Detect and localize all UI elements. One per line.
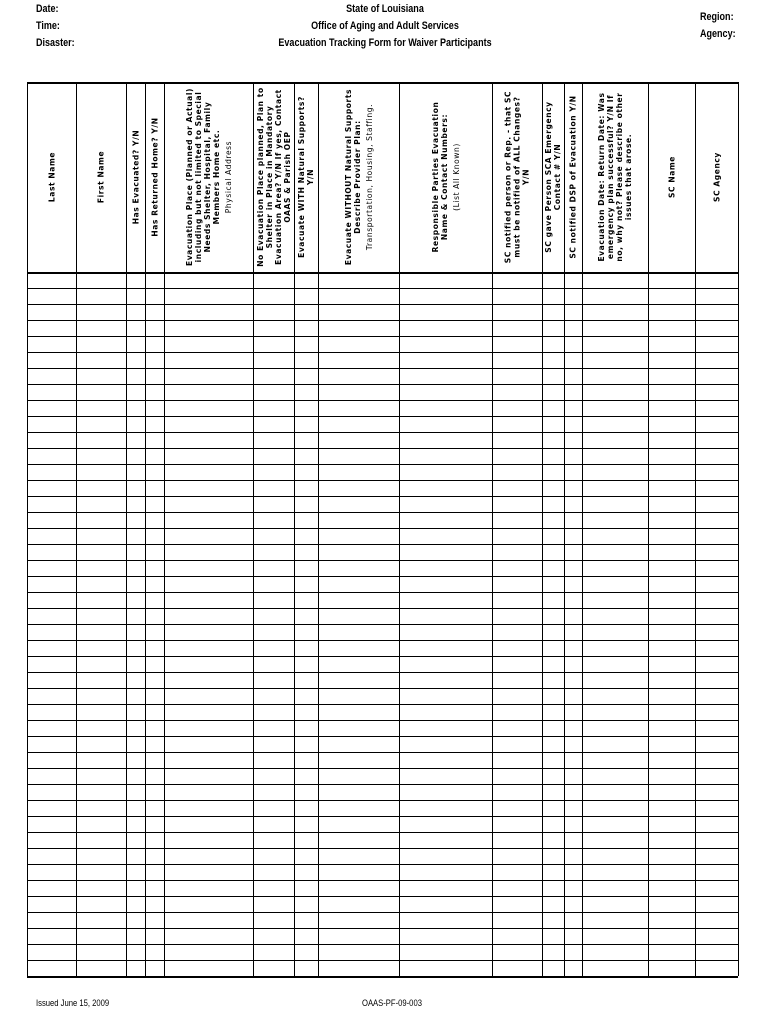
column-header-shelter-in-place (253, 82, 294, 272)
table-row-line (27, 752, 738, 753)
column-header-label: SC Agency (712, 152, 721, 202)
table-row-line (27, 544, 738, 545)
column-header-label: Responsible Parties Evacuation Name & Contact Numbers: (430, 101, 449, 253)
column-header-has-returned-home (145, 82, 164, 272)
state-title: State of Louisiana (346, 3, 424, 15)
table-row-line (27, 784, 738, 785)
issued-date: Issued June 15, 2009 (36, 998, 110, 1008)
table-row-line (27, 416, 738, 417)
table-row-line (27, 928, 738, 929)
table-row-line (27, 576, 738, 577)
table-row-line (27, 960, 738, 961)
form-title: Evacuation Tracking Form for Waiver Participants (278, 37, 492, 49)
column-header-label: SC gave Person SCA Emergency Contact # Y/N (544, 101, 562, 253)
column-header-last-name (27, 82, 76, 272)
column-header-label: Evacuate WITH Natural Supports? Y/N (297, 96, 315, 258)
column-header-has-evacuated (126, 82, 145, 272)
table-row-line (27, 736, 738, 737)
column-header-sublabel: Transportation, Housing, Staffing. (364, 103, 374, 251)
header-bottom-border (27, 272, 738, 274)
table-row-line (27, 432, 738, 433)
table-row-line (27, 880, 738, 881)
table-row-line (27, 368, 738, 369)
column-header-label: SC Name (667, 156, 676, 198)
table-row-line (27, 496, 738, 497)
table-row-line (27, 656, 738, 657)
column-header-evacuation-dates (582, 82, 648, 272)
table-row-line (27, 848, 738, 849)
table-row-line (27, 384, 738, 385)
column-header-sc-gave-contact (542, 82, 564, 272)
header-title-block (69, 1, 700, 52)
table-row-line (27, 704, 738, 705)
column-header-with-natural-supports (294, 82, 318, 272)
column-header-label: Last Name (47, 151, 56, 203)
disaster-label: Disaster: (36, 37, 75, 49)
table-row-line (27, 976, 738, 978)
column-header-first-name (76, 82, 126, 272)
table-row-line (27, 912, 738, 913)
table-row-line (27, 592, 738, 593)
table-row-line (27, 832, 738, 833)
table-row-line (27, 304, 738, 305)
table-row-line (27, 352, 738, 353)
table-row-line (27, 720, 738, 721)
table-row-line (27, 448, 738, 449)
table-row-line (27, 864, 738, 865)
column-header-sc-agency (695, 82, 738, 272)
table-row-line (27, 896, 738, 897)
table-row-line (27, 768, 738, 769)
region-label: Region: (700, 11, 734, 23)
column-header-label: Evacuate WITHOUT Natural Supports Describe Provider Plan: (343, 88, 362, 266)
office-title: Office of Aging and Adult Services (311, 20, 459, 32)
date-label: Date: (36, 3, 59, 15)
column-header-sublabel: (List All Known) (451, 143, 461, 211)
column-header-sc-name (648, 82, 695, 272)
column-header-responsible-parties (399, 82, 492, 272)
tracking-table (27, 82, 738, 976)
header-right-fields (700, 9, 736, 43)
column-header-label: Evacuation Place (Planned or Actual) including but not limited to Special Needs Shelter, Hospital, Family Members Home etc. (184, 87, 221, 267)
table-row-line (27, 688, 738, 689)
column-header-sc-notified-person (492, 82, 542, 272)
column-header-label: Has Returned Home? Y/N (150, 117, 159, 237)
table-row-line (27, 480, 738, 481)
column-header-label: No Evacuation Place planned, Plan to Shelter in Place in Mandatory Evacuation Area? Y/N If yes, Contact OAAS & Parish OEP (255, 87, 292, 267)
column-header-label: First Name (96, 150, 106, 204)
table-row-line (27, 336, 738, 337)
table-row-line (27, 320, 738, 321)
agency-label: Agency: (700, 28, 736, 40)
table-row-line (27, 800, 738, 801)
table-row-line (27, 944, 738, 945)
time-label: Time: (36, 20, 60, 32)
column-header-label: Has Evacuated? Y/N (131, 129, 140, 225)
column-divider (738, 82, 739, 976)
table-row-line (27, 672, 738, 673)
table-row-line (27, 512, 738, 513)
table-row-line (27, 624, 738, 625)
table-row-line (27, 608, 738, 609)
table-row-line (27, 288, 738, 289)
column-header-sc-notified-dsp (564, 82, 582, 272)
column-header-label: SC notified person or Rep. - that SC must be notified of ALL Changes? Y/N (503, 90, 531, 264)
column-header-evacuation-place (164, 82, 253, 272)
table-row-line (27, 464, 738, 465)
column-header-label: Evacuation Date: Return Date: Was emergency plan successful? Y/N If no, why not? Please describe other issues that arose. (597, 92, 633, 262)
column-header-without-natural-supports (318, 82, 399, 272)
column-header-sublabel: Physical Address (223, 140, 233, 214)
table-row-line (27, 640, 738, 641)
form-number: OAAS-PF-09-003 (362, 998, 422, 1008)
table-row-line (27, 816, 738, 817)
table-row-line (27, 560, 738, 561)
column-header-label: SC notified DSP of Evacuation Y/N (568, 95, 578, 259)
table-row-line (27, 528, 738, 529)
table-row-line (27, 400, 738, 401)
